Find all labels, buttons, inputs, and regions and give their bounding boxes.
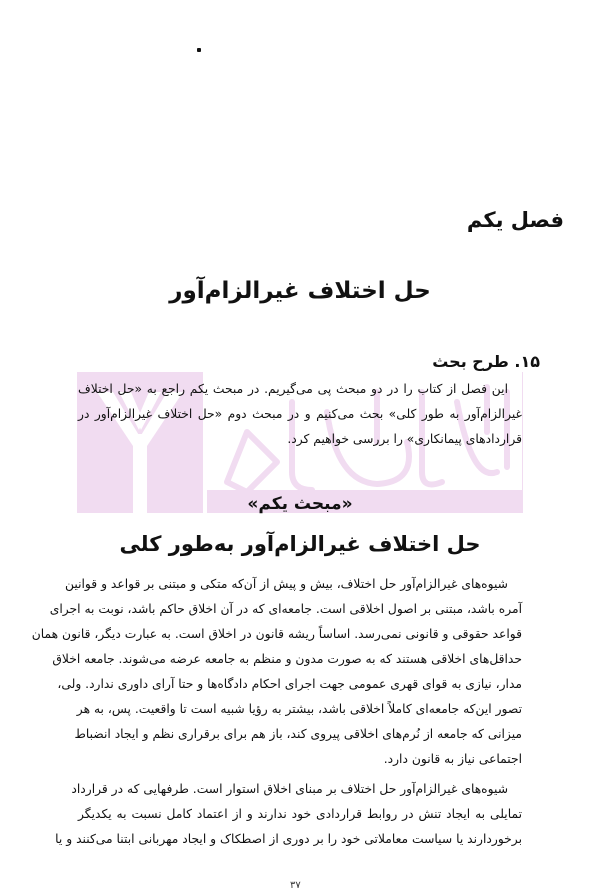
- subsection-title: حل اختلاف غیرالزام‌آور به‌طور کلی: [119, 532, 481, 556]
- paragraph-line: آمره باشد، مبتنی بر اصول اخلاقی است. جامعه‌ای که در آن اخلاق حاکم باشد، نوبت به اجرای: [49, 602, 522, 616]
- paragraph-line: برخوردارند یا سیاست معاملاتی خود را بر دوری از اصطکاک و ایجاد مهربانی ابتنا می‌کنند و یا: [55, 832, 522, 846]
- chapter-title: حل اختلاف غیرالزام‌آور: [169, 278, 431, 304]
- paragraph-line: حداقل‌های اخلاقی هستند که به صورت مدون و منظم به جامعه عرضه می‌شوند. جامعه اخلاق: [52, 652, 522, 666]
- paragraph-line: اجتماعی نیاز به قانون دارد.: [383, 752, 522, 766]
- paragraph-line: تصور این‌که جامعه‌ای کاملاً اخلاقی باشد، بیشتر به رؤیا شبیه است تا واقعیت. پس، به هر: [76, 702, 522, 716]
- paragraph-line: میزانی که جامعه از نُرم‌های اخلاقی پیروی کند، باز هم برای برقراری نظم و ایجاد انضباط: [74, 727, 522, 741]
- body-paragraph-2: [55, 777, 522, 852]
- paragraph-line: غیرالزام‌آور به طور کلی» بحث می‌کنیم و در مبحث دوم «حل اختلاف غیرالزام‌آور در: [78, 407, 522, 421]
- body-paragraph-1: [31, 572, 522, 772]
- paragraph-line: شیوه‌های غیرالزام‌آور حل اختلاف بر مبنای اخلاق استوار است. طرفهایی که در قرارداد: [71, 782, 508, 796]
- page-number: ۳۷: [290, 880, 301, 891]
- paragraph-line: قراردادهای پیمانکاری» را بررسی خواهیم کرد.: [287, 432, 522, 446]
- paragraph-line: شیوه‌های غیرالزام‌آور حل اختلاف، بیش و پیش از آن‌که متکی و مبتنی بر قواعد و قوانین: [65, 577, 508, 591]
- paragraph-line: مدار، نیازی به قوای قهری عمومی جهت اجرای احکام دادگاه‌ها و حتا آرای داوری ندارد. ولی،: [57, 677, 522, 691]
- paragraph-line: این فصل از کتاب را در دو مبحث پی می‌گیریم. در مبحث یکم راجع به «حل اختلاف: [78, 382, 508, 396]
- paragraph-line: تمایلی به ایجاد تنش در روابط قراردادی خود ندارند و از اعتماد کامل نسبت به یکدیگر: [78, 807, 522, 821]
- chapter-label: فصل یکم: [466, 208, 564, 232]
- subsection-label: «مبحث یکم»: [247, 494, 353, 514]
- paragraph-line: قواعد حقوقی و قانونی نمی‌رسد. اساساً ریشه قانون در اخلاق است. به عبارت دیگر، قانون همان: [31, 627, 522, 641]
- top-mark: [197, 48, 201, 52]
- section-heading: ۱۵. طرح بحث: [432, 352, 540, 371]
- section-intro-paragraph: [78, 377, 522, 452]
